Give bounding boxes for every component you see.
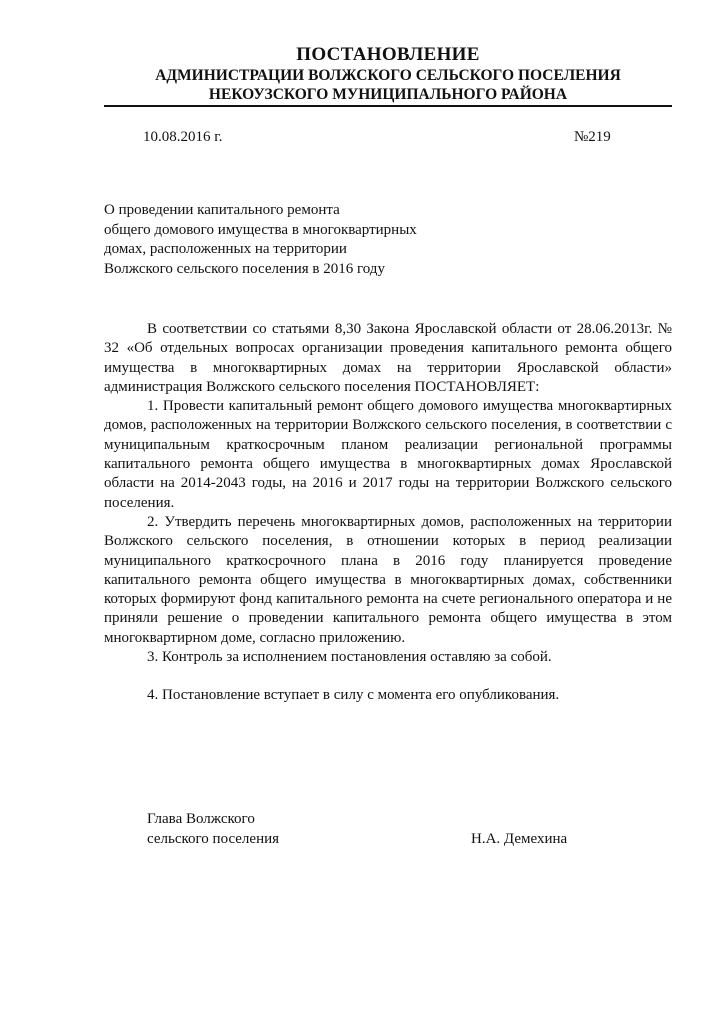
position-line: сельского поселения <box>147 831 280 847</box>
document-subject <box>104 201 417 279</box>
resolution-item-1: 1. Провести капитальный ремонт общего домового имущества многоквартирных домов, расположенных на территории Волжского сельского поселения, в соответствии с муниципальным краткосрочным планом реализации региональной программы капитального ремонта общего имущества в многоквартирных домах Ярославской области на 2014-2043 годы, на 2016 и 2017 годы на территории Волжского сельского поселения. <box>104 398 672 511</box>
resolution-item-2: 2. Утвердить перечень многоквартирных домов, расположенных на территории Волжского сельского поселения, в отношении которых в период реализации муниципального краткосрочного плана в 2016 году планируется проведение капитального ремонта общего имущества в многоквартирных домах, собственники которых формируют фонд капитального ремонта на счете регионального оператора и не приняли решение о проведении капитального ремонта общего имущества в этом многоквартирном доме, согласно приложению. <box>104 513 672 646</box>
header-divider <box>104 105 672 107</box>
document-header <box>104 44 672 104</box>
district-line: НЕКОУЗСКОГО МУНИЦИПАЛЬНОГО РАЙОНА <box>208 86 568 103</box>
resolution-item-4: 4. Постановление вступает в силу с момента его опубликования. <box>147 687 560 704</box>
preamble-paragraph: В соответствии со статьями 8,30 Закона Ярославской области от 28.06.2013г. № 32 «Об отдельных вопросах организации проведения капитального ремонта общего имущества в многоквартирных домах на территории Ярославской области» администрация Волжского сельского поселения ПОСТАНОВЛЯЕТ: <box>104 321 672 395</box>
position-line: Глава Волжского <box>147 811 255 827</box>
issuer-line: АДМИНИСТРАЦИИ ВОЛЖСКОГО СЕЛЬСКОГО ПОСЕЛЕНИЯ <box>155 67 621 84</box>
document-date: 10.08.2016 г. <box>143 129 223 145</box>
subject-line: домах, расположенных на территории <box>104 241 347 257</box>
subject-line: общего домового имущества в многоквартирных <box>104 221 417 238</box>
subject-line: Волжского сельского поселения в 2016 году <box>104 260 385 277</box>
resolution-item-3: 3. Контроль за исполнением постановления оставляю за собой. <box>147 649 552 666</box>
document-title: ПОСТАНОВЛЕНИЕ <box>296 44 480 65</box>
signatory-name: Н.А. Демехина <box>471 831 568 847</box>
subject-line: О проведении капитального ремонта <box>104 202 340 218</box>
document-number: №219 <box>574 129 611 145</box>
signatory-position <box>147 809 279 849</box>
document-body <box>104 320 672 706</box>
